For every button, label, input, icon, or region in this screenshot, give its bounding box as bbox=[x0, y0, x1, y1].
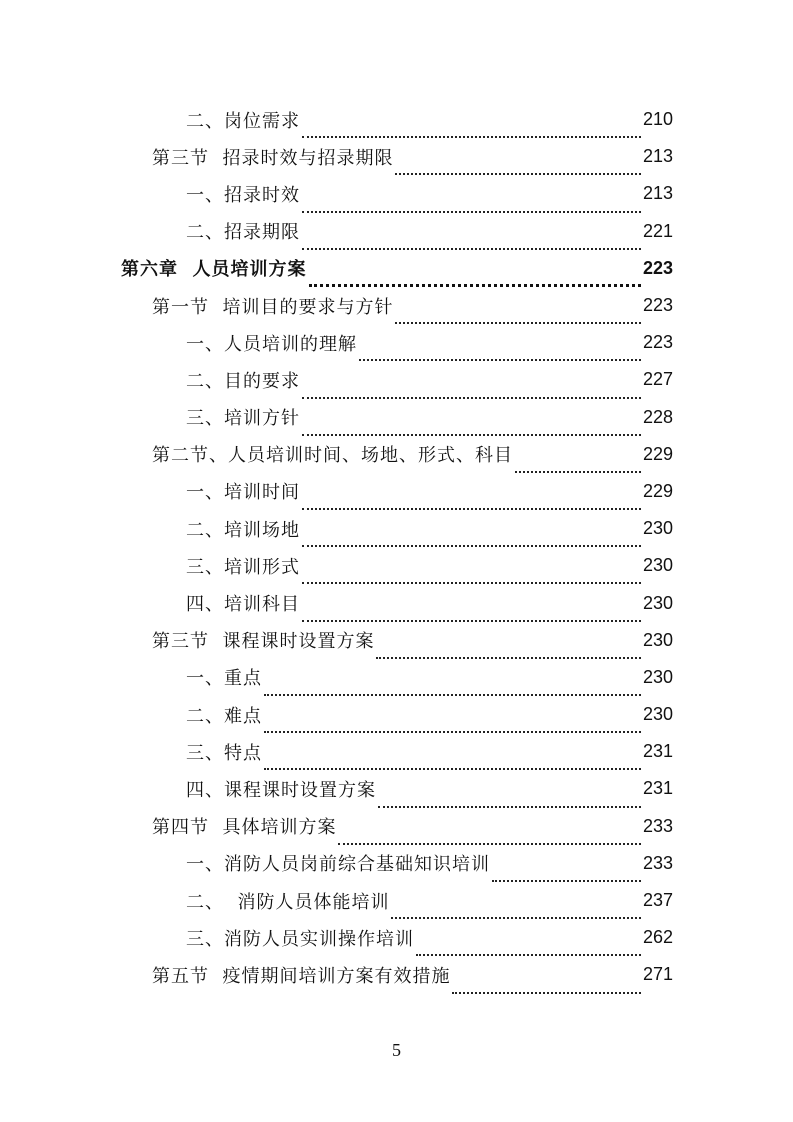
toc-subsection-entry[interactable] bbox=[0, 213, 793, 250]
toc-entry-page: 231 bbox=[642, 741, 673, 762]
toc-subsection-entry[interactable] bbox=[0, 770, 793, 807]
toc-dot-leader bbox=[264, 712, 641, 733]
toc-entry-label: 三、培训方针 bbox=[186, 408, 300, 430]
toc-entry-page: 213 bbox=[642, 146, 673, 167]
toc-dot-leader bbox=[391, 898, 641, 919]
toc-subsection-entry[interactable] bbox=[0, 101, 793, 138]
toc-entry-page: 229 bbox=[642, 443, 673, 464]
toc-dot-leader bbox=[302, 117, 641, 138]
toc-entry-label: 一、招录时效 bbox=[186, 184, 300, 206]
toc-entry-label: 四、培训科目 bbox=[186, 594, 300, 616]
toc-entry-label: 二、目的要求 bbox=[186, 370, 300, 392]
toc-entry-page: 230 bbox=[642, 555, 673, 576]
toc-dot-leader bbox=[359, 340, 641, 361]
toc-entry-page: 210 bbox=[642, 109, 673, 130]
toc-entry-page: 221 bbox=[642, 220, 673, 241]
toc-section-entry[interactable] bbox=[0, 436, 793, 473]
toc-dot-leader bbox=[416, 935, 641, 956]
toc-dot-leader bbox=[264, 749, 641, 770]
toc-section-entry[interactable] bbox=[0, 138, 793, 175]
toc-subsection-entry[interactable] bbox=[0, 473, 793, 510]
toc-entry-page: 262 bbox=[642, 927, 673, 948]
toc-entry-label: 一、消防人员岗前综合基础知识培训 bbox=[186, 854, 490, 876]
toc-dot-leader bbox=[309, 265, 641, 287]
toc-dot-leader bbox=[515, 452, 641, 473]
toc-entry-page: 233 bbox=[642, 852, 673, 873]
toc-dot-leader bbox=[492, 861, 641, 882]
toc-entry-label: 第一节 培训目的要求与方针 bbox=[152, 296, 394, 318]
toc-entry-label: 三、特点 bbox=[186, 742, 262, 764]
toc-dot-leader bbox=[395, 303, 641, 324]
toc-entry-page: 271 bbox=[642, 964, 673, 985]
toc-subsection-entry[interactable] bbox=[0, 845, 793, 882]
toc-dot-leader bbox=[302, 563, 641, 584]
table-of-contents bbox=[0, 101, 793, 994]
toc-dot-leader bbox=[302, 229, 641, 250]
toc-section-entry[interactable] bbox=[0, 956, 793, 993]
toc-entry-page: 223 bbox=[642, 295, 673, 316]
toc-entry-label: 二、难点 bbox=[186, 705, 262, 727]
toc-section-entry[interactable] bbox=[0, 808, 793, 845]
toc-dot-leader bbox=[302, 415, 641, 436]
toc-dot-leader bbox=[338, 824, 641, 845]
toc-entry-label: 二、招录期限 bbox=[186, 222, 300, 244]
page-number: 5 bbox=[392, 1040, 401, 1060]
toc-entry-label: 二、岗位需求 bbox=[186, 110, 300, 132]
toc-subsection-entry[interactable] bbox=[0, 919, 793, 956]
toc-entry-page: 213 bbox=[642, 183, 673, 204]
toc-entry-page: 231 bbox=[642, 778, 673, 799]
toc-entry-label: 第二节、人员培训时间、场地、形式、科目 bbox=[152, 445, 513, 467]
toc-section-entry[interactable] bbox=[0, 287, 793, 324]
toc-entry-label: 一、人员培训的理解 bbox=[186, 333, 357, 355]
toc-entry-label: 四、课程课时设置方案 bbox=[186, 779, 376, 801]
toc-entry-page: 230 bbox=[642, 518, 673, 539]
toc-entry-page: 223 bbox=[642, 332, 673, 353]
toc-entry-page: 229 bbox=[642, 480, 673, 501]
toc-entry-label: 第四节 具体培训方案 bbox=[152, 817, 337, 839]
toc-subsection-entry[interactable] bbox=[0, 696, 793, 733]
toc-entry-label: 第六章 人员培训方案 bbox=[121, 259, 307, 281]
toc-entry-page: 223 bbox=[642, 257, 673, 278]
toc-entry-label: 二、培训场地 bbox=[186, 519, 300, 541]
toc-subsection-entry[interactable] bbox=[0, 399, 793, 436]
toc-dot-leader bbox=[302, 192, 641, 213]
toc-entry-label: 二、 消防人员体能培训 bbox=[186, 891, 390, 913]
toc-entry-label: 一、重点 bbox=[186, 668, 262, 690]
toc-subsection-entry[interactable] bbox=[0, 733, 793, 770]
toc-dot-leader bbox=[302, 526, 641, 547]
toc-entry-label: 三、培训形式 bbox=[186, 556, 300, 578]
toc-entry-label: 三、消防人员实训操作培训 bbox=[186, 928, 414, 950]
toc-subsection-entry[interactable] bbox=[0, 510, 793, 547]
toc-entry-page: 227 bbox=[642, 369, 673, 390]
toc-dot-leader bbox=[302, 489, 641, 510]
toc-entry-page: 230 bbox=[642, 666, 673, 687]
toc-chapter-entry[interactable] bbox=[0, 250, 793, 287]
toc-section-entry[interactable] bbox=[0, 622, 793, 659]
toc-dot-leader bbox=[452, 973, 641, 994]
toc-subsection-entry[interactable] bbox=[0, 324, 793, 361]
toc-entry-page: 233 bbox=[642, 815, 673, 836]
toc-dot-leader bbox=[302, 601, 641, 622]
toc-entry-label: 第三节 招录时效与招录期限 bbox=[152, 147, 394, 169]
toc-entry-page: 230 bbox=[642, 704, 673, 725]
toc-subsection-entry[interactable] bbox=[0, 361, 793, 398]
toc-entry-page: 228 bbox=[642, 406, 673, 427]
toc-entry-page: 230 bbox=[642, 592, 673, 613]
toc-entry-label: 一、培训时间 bbox=[186, 482, 300, 504]
toc-subsection-entry[interactable] bbox=[0, 659, 793, 696]
toc-entry-label: 第三节 课程课时设置方案 bbox=[152, 631, 375, 653]
toc-dot-leader bbox=[302, 378, 641, 399]
toc-dot-leader bbox=[395, 154, 641, 175]
toc-dot-leader bbox=[378, 787, 641, 808]
toc-dot-leader bbox=[264, 675, 641, 696]
toc-subsection-entry[interactable] bbox=[0, 882, 793, 919]
toc-entry-page: 230 bbox=[642, 629, 673, 650]
toc-dot-leader bbox=[376, 638, 641, 659]
toc-subsection-entry[interactable] bbox=[0, 175, 793, 212]
toc-entry-label: 第五节 疫情期间培训方案有效措施 bbox=[152, 965, 451, 987]
toc-entry-page: 237 bbox=[642, 890, 673, 911]
toc-subsection-entry[interactable] bbox=[0, 547, 793, 584]
toc-subsection-entry[interactable] bbox=[0, 584, 793, 621]
